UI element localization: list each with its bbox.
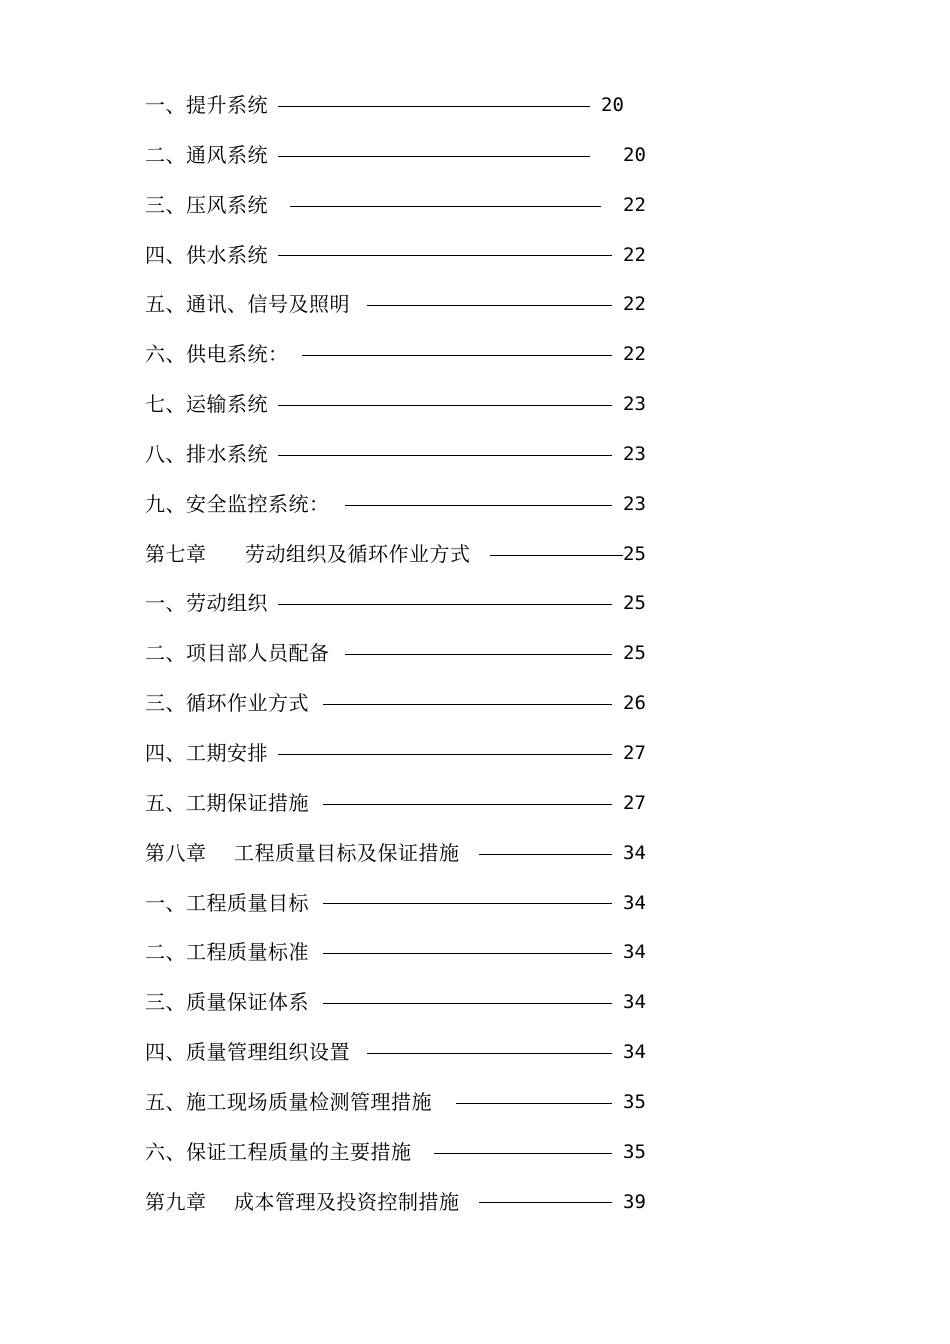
- toc-leader-line: [278, 754, 612, 755]
- toc-entry[interactable]: [145, 879, 665, 929]
- toc-leader-line: [302, 355, 612, 356]
- toc-entry[interactable]: [145, 679, 665, 729]
- toc-entry[interactable]: [145, 430, 665, 480]
- toc-chapter-title: 劳动组织及循环作业方式: [245, 541, 471, 566]
- toc-entry[interactable]: [145, 1028, 665, 1078]
- toc-entry-title: 一、提升系统: [145, 93, 268, 117]
- toc-entry-page: 35: [623, 1140, 646, 1163]
- toc-leader-line: [278, 255, 612, 256]
- toc-entry-title: 三、压风系统: [145, 192, 268, 217]
- toc-leader-line: [323, 704, 612, 705]
- toc-entry[interactable]: [145, 579, 665, 629]
- toc-entry-title: 四、工期安排: [145, 740, 268, 765]
- toc-entry[interactable]: [145, 729, 665, 779]
- toc-entry-page: 20: [623, 143, 646, 166]
- toc-entry-page: 34: [623, 991, 646, 1014]
- toc-entry[interactable]: [145, 480, 665, 530]
- toc-entry-page: 35: [623, 1090, 646, 1113]
- toc-entry-page: 22: [623, 293, 646, 316]
- toc-entry[interactable]: [145, 1128, 665, 1178]
- toc-entry-page: 34: [623, 891, 646, 914]
- toc-leader-line: [323, 1003, 612, 1004]
- toc-entry-title: 五、通讯、信号及照明: [145, 292, 350, 317]
- toc-chapter-entry[interactable]: [145, 530, 665, 580]
- toc-entry[interactable]: [145, 978, 665, 1028]
- table-of-contents: [145, 81, 665, 1227]
- toc-leader-line: [490, 555, 623, 556]
- toc-entry[interactable]: [145, 280, 665, 330]
- toc-chapter-number: 第九章: [145, 1189, 207, 1214]
- toc-leader-line: [290, 206, 601, 207]
- toc-leader-line: [323, 953, 612, 954]
- toc-entry-title: 八、排水系统: [145, 441, 268, 466]
- toc-entry-title: 三、质量保证体系: [145, 990, 309, 1015]
- toc-entry-title: 四、供水系统: [145, 242, 268, 267]
- toc-entry[interactable]: [145, 629, 665, 679]
- toc-entry-title: 五、施工现场质量检测管理措施: [145, 1089, 432, 1114]
- toc-entry-title: 一、工程质量目标: [145, 890, 309, 915]
- toc-chapter-title: 工程质量目标及保证措施: [234, 840, 460, 865]
- toc-entry[interactable]: [145, 181, 665, 231]
- toc-entry-page: 22: [623, 193, 646, 216]
- toc-entry-page: 25: [623, 592, 646, 615]
- toc-leader-line: [345, 505, 612, 506]
- toc-entry[interactable]: [145, 330, 665, 380]
- toc-leader-line: [278, 156, 590, 157]
- toc-leader-line: [456, 1103, 612, 1104]
- toc-leader-line: [278, 604, 612, 605]
- toc-entry-page: 23: [623, 492, 646, 515]
- toc-leader-line: [367, 305, 612, 306]
- toc-leader-line: [345, 654, 612, 655]
- toc-leader-line: [323, 804, 612, 805]
- toc-entry-title: 一、劳动组织: [145, 591, 268, 616]
- toc-leader-line: [479, 854, 612, 855]
- toc-entry-page: 34: [623, 941, 646, 964]
- toc-chapter-entry[interactable]: [145, 829, 665, 879]
- toc-entry-page: 34: [623, 1041, 646, 1064]
- toc-entry[interactable]: [145, 231, 665, 281]
- toc-entry-page: 22: [623, 343, 646, 366]
- toc-entry-title: 二、项目部人员配备: [145, 641, 330, 666]
- toc-entry-page: 27: [623, 741, 646, 764]
- toc-entry-title: 五、工期保证措施: [145, 790, 309, 815]
- toc-chapter-title: 成本管理及投资控制措施: [234, 1189, 460, 1214]
- toc-entry[interactable]: [145, 131, 665, 181]
- toc-entry-title: 九、安全监控系统：: [145, 491, 330, 516]
- toc-entry[interactable]: [145, 1078, 665, 1128]
- toc-entry-title: 六、保证工程质量的主要措施: [145, 1139, 412, 1164]
- toc-entry-page: 23: [623, 393, 646, 416]
- toc-entry-page: 26: [623, 692, 646, 715]
- toc-entry-title: 二、工程质量标准: [145, 940, 309, 965]
- toc-entry-page: 39: [623, 1190, 646, 1213]
- toc-chapter-entry[interactable]: [145, 1178, 665, 1228]
- toc-leader-line: [367, 1053, 612, 1054]
- toc-entry-title: 六、供电系统：: [145, 342, 289, 367]
- toc-chapter-number: 第七章: [145, 541, 207, 566]
- toc-entry-page: 23: [623, 442, 646, 465]
- toc-entry[interactable]: [145, 81, 665, 131]
- toc-entry-page: 27: [623, 791, 646, 814]
- toc-entry-title: 四、质量管理组织设置: [145, 1040, 350, 1065]
- toc-entry-title: 七、运输系统: [145, 392, 268, 417]
- toc-entry-title: 二、通风系统: [145, 142, 268, 167]
- toc-entry-page: 22: [623, 243, 646, 266]
- toc-leader-line: [278, 405, 612, 406]
- toc-entry-title: 三、循环作业方式: [145, 691, 309, 716]
- toc-entry-page: 25: [623, 642, 646, 665]
- toc-entry-page: 20: [601, 94, 624, 116]
- toc-leader-line: [278, 106, 590, 107]
- toc-entry[interactable]: [145, 380, 665, 430]
- toc-leader-line: [323, 903, 612, 904]
- toc-entry-page: 25: [623, 542, 646, 565]
- toc-leader-line: [278, 455, 612, 456]
- toc-entry-page: 34: [623, 841, 646, 864]
- toc-entry[interactable]: [145, 928, 665, 978]
- toc-leader-line: [479, 1202, 612, 1203]
- toc-leader-line: [434, 1153, 612, 1154]
- toc-chapter-number: 第八章: [145, 840, 207, 865]
- toc-entry[interactable]: [145, 779, 665, 829]
